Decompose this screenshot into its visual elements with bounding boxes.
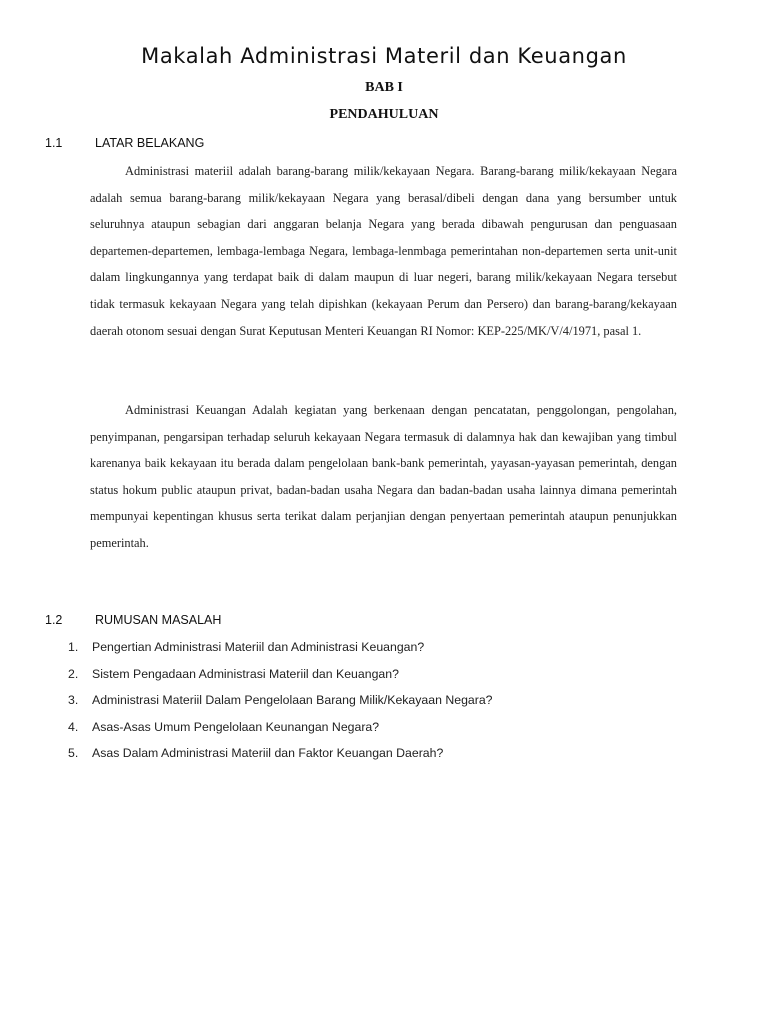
section-title: RUMUSAN MASALAH — [95, 613, 222, 627]
list-item-text: Sistem Pengadaan Administrasi Materiil dan Keuangan? — [92, 666, 399, 681]
chapter-number: BAB I — [365, 80, 403, 95]
list-item-text: Asas Dalam Administrasi Materiil dan Faktor Keuangan Daerah? — [92, 746, 444, 760]
section-number: 1.1 — [45, 136, 63, 150]
list-item-text: Pengertian Administrasi Materiil dan Administrasi Keuangan? — [92, 640, 425, 654]
paragraph-administrasi-keuangan: Administrasi Keuangan Adalah kegiatan yang berkenaan dengan pencatatan, penggolongan, pengolahan, penyimpanan, pengarsipan terhadap seluruh kekayaan Negara termasuk di dalamnya hak dan kewajiban yang timbul karenanya baik kekayaan itu berada dalam pengelolaan bank-bank pemerintah, yayasan-yayasan pemerintah, dengan status hokum public ataupun privat, badan-badan usaha Negara dan badan-badan usaha lainnya dimana pemerintah mempunyai kepentingan khusus serta terikat dalam perjanjian dengan penyertaan pemerintah ataupun penunjukkan pemerintah. — [90, 403, 677, 550]
list-item — [68, 714, 493, 741]
list-item — [68, 687, 493, 714]
paragraph-administrasi-materiil: Administrasi materiil adalah barang-barang milik/kekayaan Negara. Barang-barang milik/kekayaan Negara adalah semua barang-barang milik/kekayaan Negara yang berasal/dibeli dengan dana yang bersumber untuk seluruhnya ataupun sebagian dari anggaran belanja Negara yang berada dibawah pengurusan dan penguasaan departemen-departemen, lembaga-lembaga Negara, lembaga-lenmbaga pemerintahan non-departemen serta unit-unit dalam lingkungannya yang terdapat baik di dalam maupun di luar negeri, barang milik/kekayaan Negara tersebut tidak termasuk kekayaan Negara yang telah dipishkan (kekayaan Perum dan Persero) dan barang-barang/kekayaan daerah otonom sesuai dengan Surat Keputusan Menteri Keuangan RI Nomor: KEP-225/MK/V/4/1971, pasal 1. — [90, 164, 677, 338]
list-item-number: 2. — [68, 666, 79, 681]
list-item-number: 4. — [68, 719, 79, 734]
chapter-title: PENDAHULUAN — [329, 107, 439, 122]
list-item — [68, 634, 493, 661]
list-item-text: Asas-Asas Umum Pengelolaan Keunangan Negara? — [92, 719, 380, 734]
section-title: LATAR BELAKANG — [95, 136, 205, 150]
list-item — [68, 740, 493, 767]
document-title: Makalah Administrasi Materil dan Keuangan — [141, 44, 627, 68]
list-item — [68, 661, 493, 688]
section-heading-latar-belakang — [45, 136, 204, 150]
list-item-number: 5. — [68, 746, 79, 760]
list-item-text: Administrasi Materiil Dalam Pengelolaan Barang Milik/Kekayaan Negara? — [92, 693, 493, 707]
list-item-number: 1. — [68, 640, 79, 654]
section-number: 1.2 — [45, 613, 63, 627]
section-heading-rumusan-masalah — [45, 613, 221, 627]
problem-list — [68, 634, 493, 767]
list-item-number: 3. — [68, 693, 79, 707]
